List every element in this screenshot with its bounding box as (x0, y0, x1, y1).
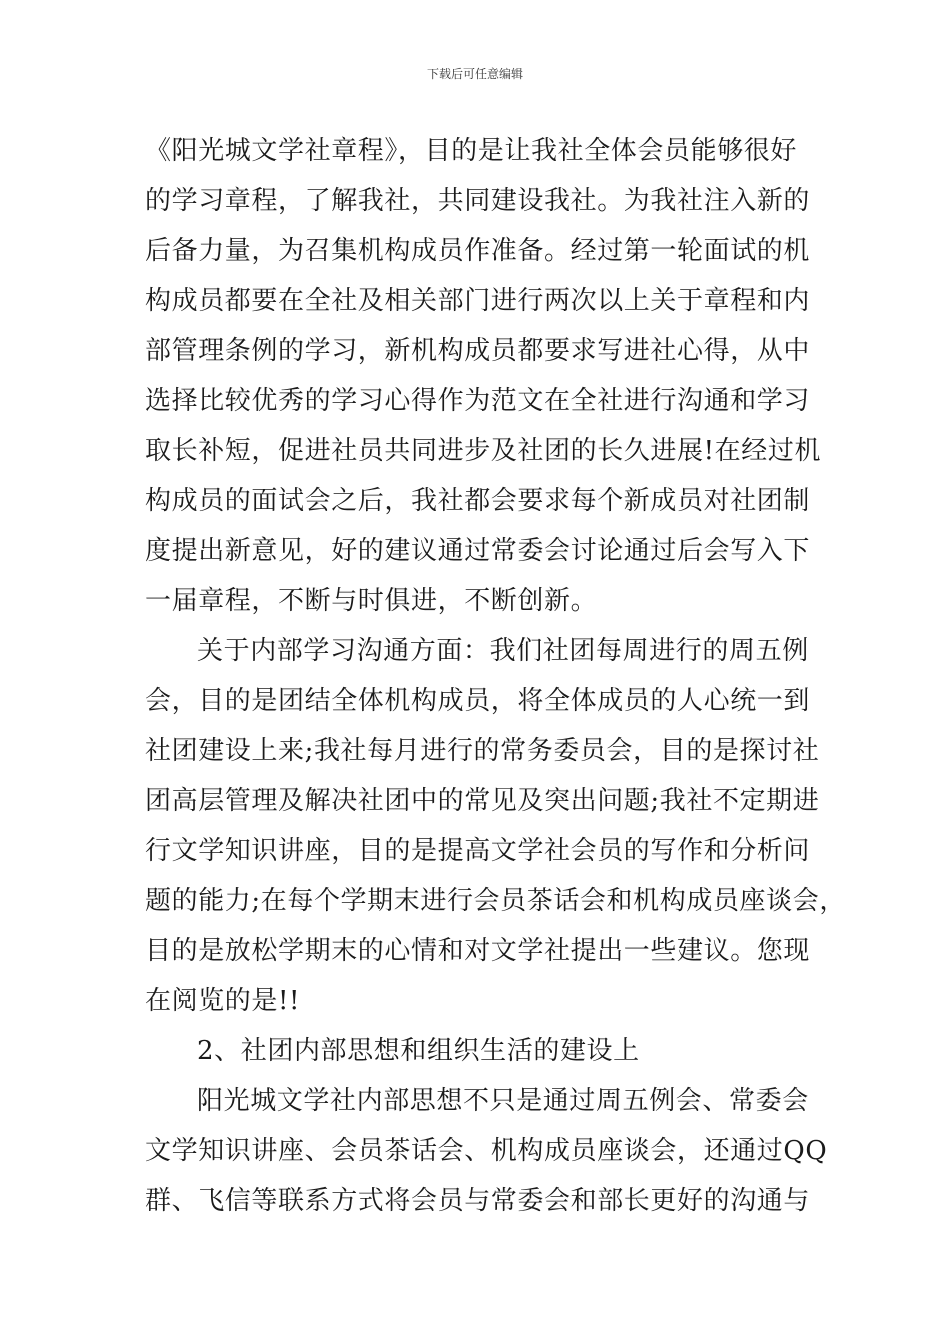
text-line: 团高层管理及解决社团中的常见及突出问题;我社不定期进 (145, 786, 820, 816)
text-line: 后备力量，为召集机构成员作准备。经过第一轮面试的机 (145, 236, 811, 266)
paragraph-start-line: 关于内部学习沟通方面：我们社团每周进行的周五例 (197, 636, 809, 666)
text-line: 构成员都要在全社及相关部门进行两次以上关于章程和内 (145, 286, 811, 316)
text-line: 文学知识讲座、会员茶话会、机构成员座谈会，还通过QQ (145, 1136, 828, 1166)
text-line: 度提出新意见，好的建议通过常委会讨论通过后会写入下 (145, 536, 811, 566)
text-line: 《阳光城文学社章程》，目的是让我社全体会员能够很好 (145, 136, 798, 166)
text-line: 题的能力;在每个学期末进行会员茶话会和机构成员座谈会， (145, 886, 846, 916)
text-line: 目的是放松学期末的心情和对文学社提出一些建议。您现 (145, 936, 811, 966)
text-line: 一届章程，不断与时俱进，不断创新。 (145, 586, 598, 616)
text-line: 群、飞信等联系方式将会员与常委会和部长更好的沟通与 (145, 1186, 811, 1216)
text-line: 取长补短，促进社员共同进步及社团的长久进展!在经过机 (145, 436, 822, 466)
text-line: 构成员的面试会之后，我社都会要求每个新成员对社团制 (145, 486, 811, 516)
section-heading: 2、社团内部思想和组织生活的建设上 (197, 1036, 640, 1066)
document-body (145, 126, 846, 1226)
text-line: 社团建设上来;我社每月进行的常务委员会，目的是探讨社 (145, 736, 820, 766)
page-header: 下载后可任意编辑 (426, 67, 523, 81)
text-line: 会，目的是团结全体机构成员，将全体成员的人心统一到 (145, 686, 811, 716)
text-line: 行文学知识讲座，目的是提高文学社会员的写作和分析问 (145, 836, 811, 866)
text-line: 选择比较优秀的学习心得作为范文在全社进行沟通和学习 (145, 386, 811, 416)
text-line: 在阅览的是!! (145, 986, 301, 1016)
paragraph-start-line: 阳光城文学社内部思想不只是通过周五例会、常委会 (197, 1086, 809, 1116)
text-line: 部管理条例的学习，新机构成员都要求写进社心得，从中 (145, 336, 811, 366)
text-line: 的学习章程，了解我社，共同建设我社。为我社注入新的 (145, 186, 811, 216)
